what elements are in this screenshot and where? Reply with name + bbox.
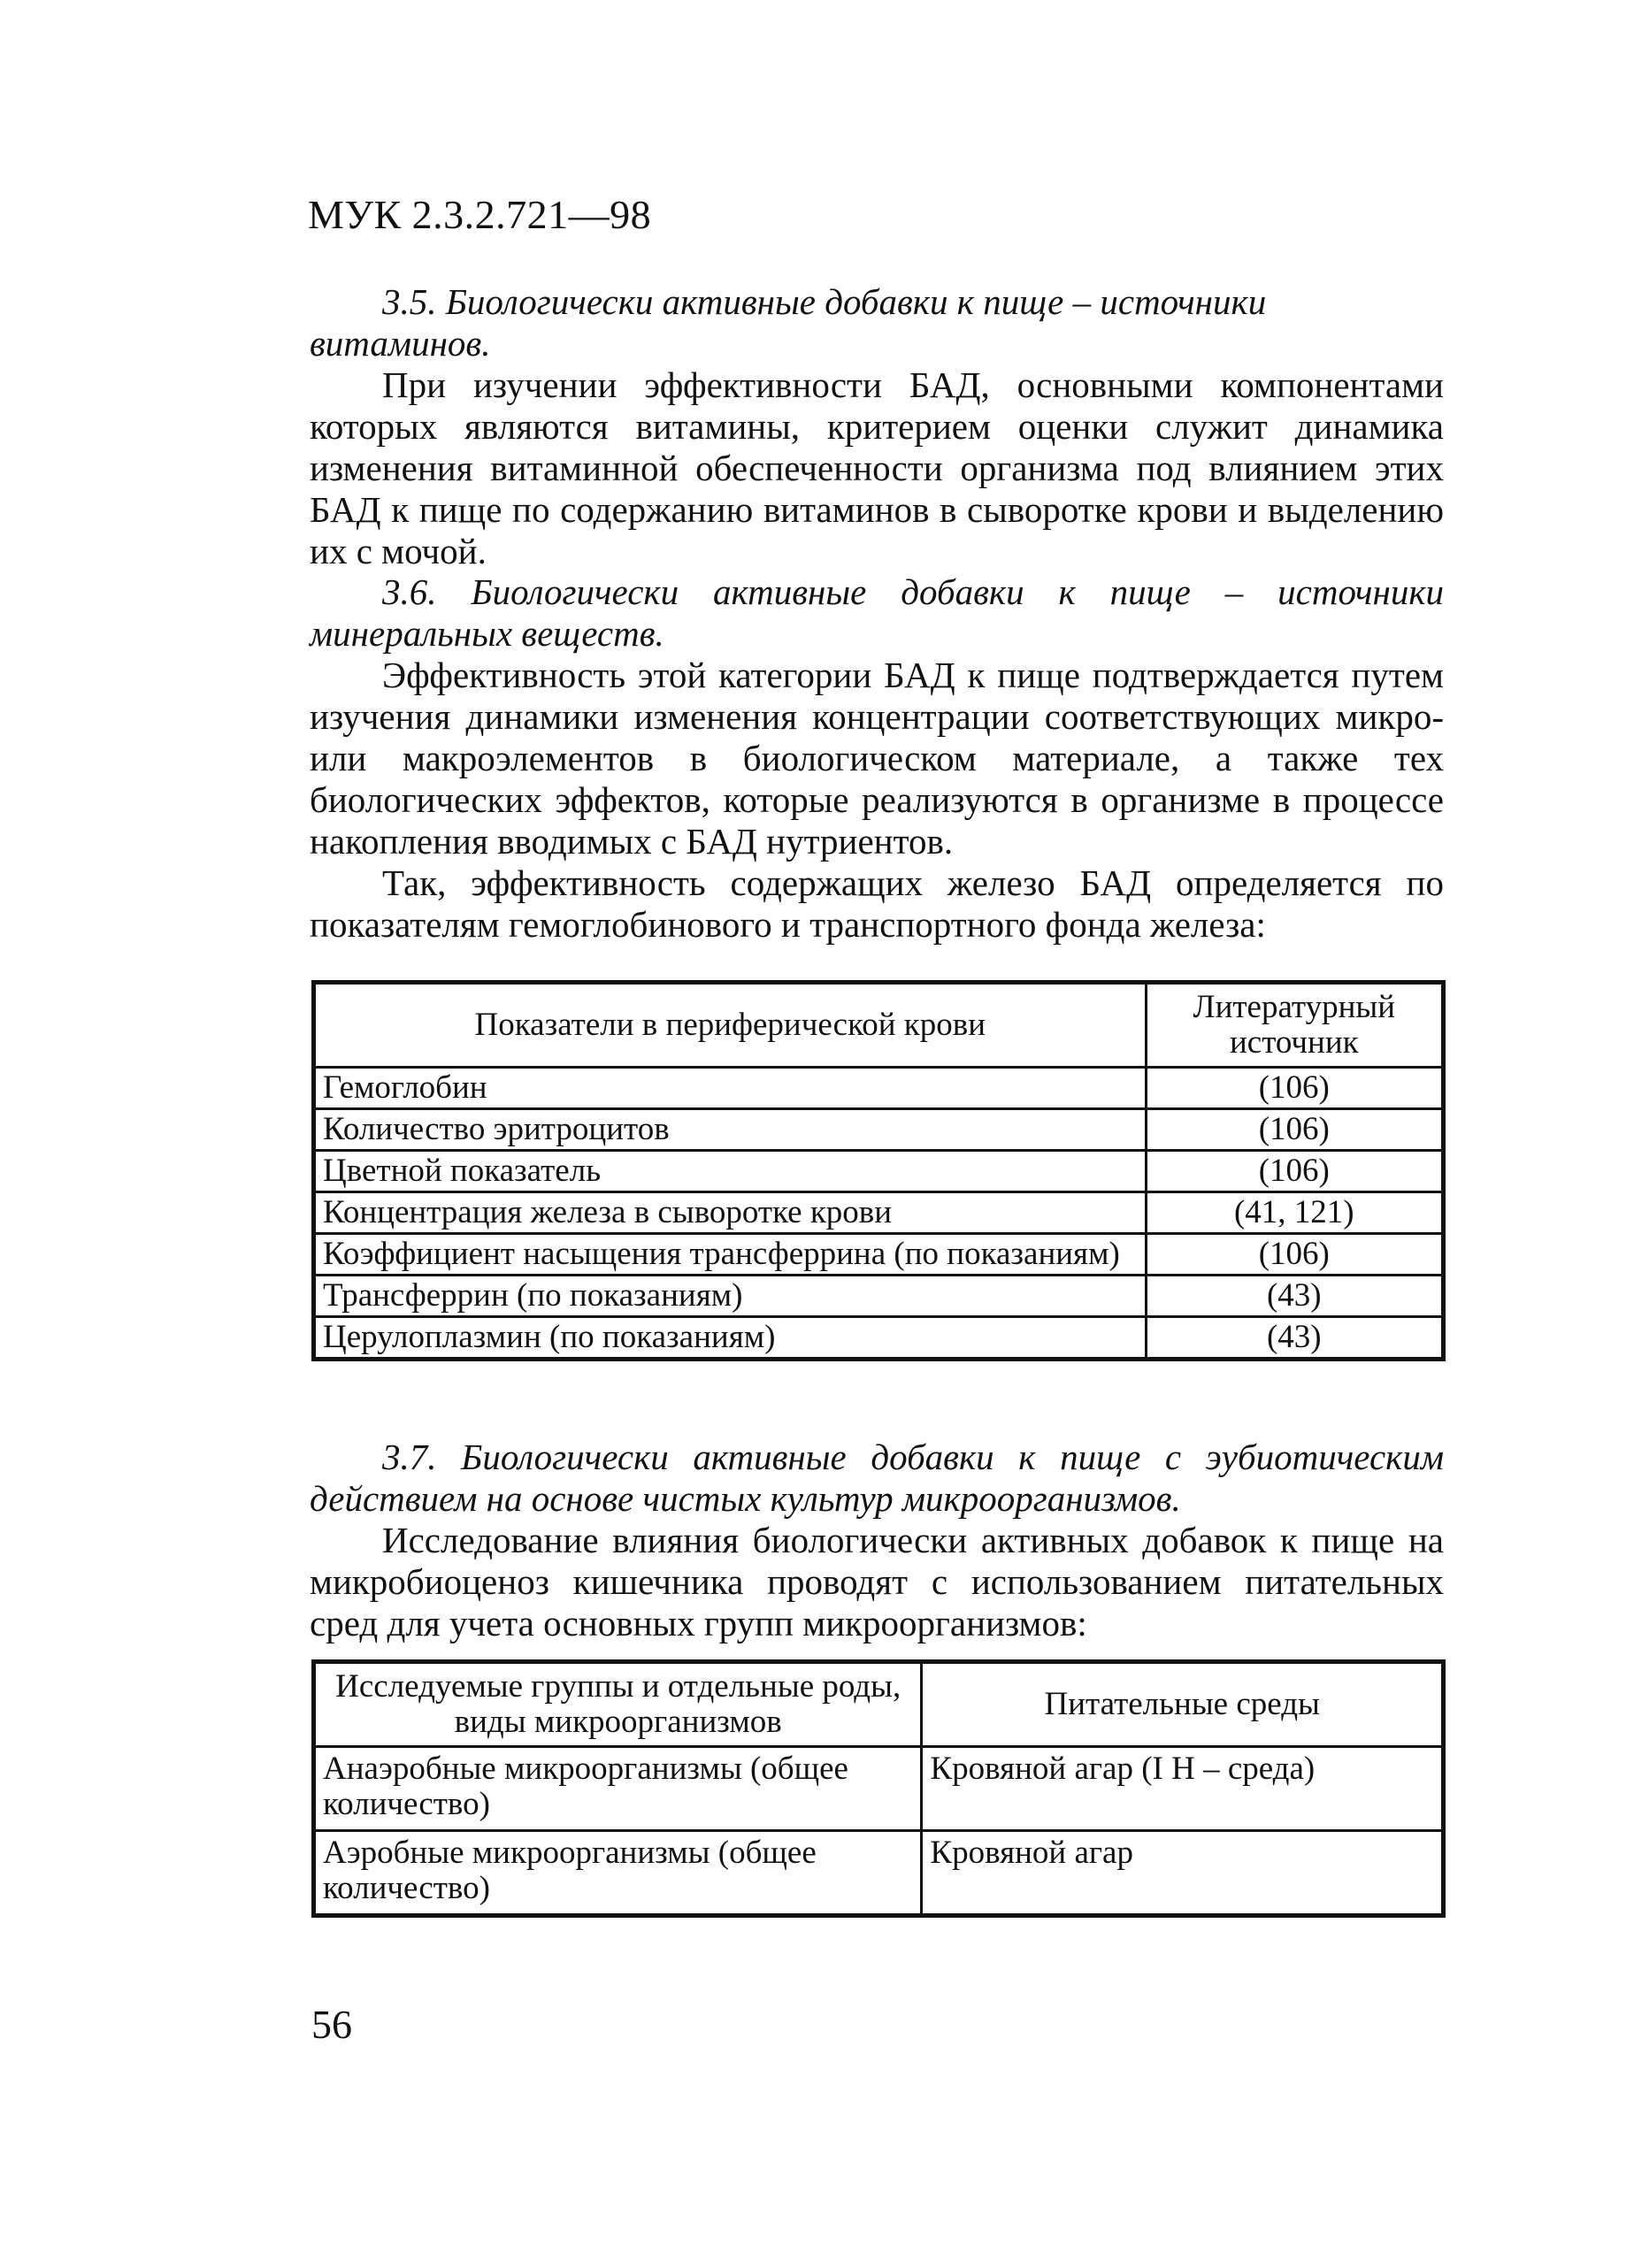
section-3-7-heading: 3.7. Биологически активные добавки к пище с эубиотическим действием на основе чистых культур микроорганизмов. <box>310 1437 1444 1519</box>
indicator-cell: Гемоглобин <box>314 1068 1147 1109</box>
table-header-row <box>314 1662 1444 1747</box>
source-cell: (106) <box>1146 1068 1443 1109</box>
section-3-6-paragraph-2: Так, эффективность содержащих железо БАД определяется по показателям гемоглобинового и транспортного фонда железа: <box>310 862 1444 945</box>
table-header-row <box>314 983 1444 1068</box>
table-row <box>314 1317 1444 1360</box>
section-3-6-heading: 3.6. Биологически активные добавки к пище – источники минеральных веществ. <box>310 571 1444 654</box>
nutrient-media-table <box>311 1659 1446 1918</box>
source-cell: (43) <box>1146 1276 1443 1317</box>
table-row <box>314 1276 1444 1317</box>
medium-cell: Кровяной агар <box>922 1831 1444 1916</box>
column-header-source: Литературный источник <box>1146 983 1443 1068</box>
section-3-5-paragraph: При изучении эффективности БАД, основными компонентами которых являются витамины, критерием оценки служит динамика изменения витаминной обеспеченности организма под влиянием этих БАД к пище по содержанию витаминов в сыворотке крови и выделению их с мочой. <box>310 364 1444 571</box>
source-cell: (106) <box>1146 1151 1443 1192</box>
source-cell: (106) <box>1146 1109 1443 1151</box>
table-row <box>314 1831 1444 1916</box>
section-3-6 <box>310 571 1444 946</box>
indicator-cell: Коэффициент насыщения трансферрина (по показаниям) <box>314 1234 1147 1276</box>
indicator-cell: Концентрация железа в сыворотке крови <box>314 1192 1147 1234</box>
table-row <box>314 1747 1444 1831</box>
section-3-5-heading: 3.5. Биологически активные добавки к пище – источники витаминов. <box>310 281 1267 364</box>
medium-cell: Кровяной агар (I H – среда) <box>922 1747 1444 1831</box>
table-row <box>314 1151 1444 1192</box>
section-3-7 <box>310 1437 1444 1644</box>
indicator-cell: Количество эритроцитов <box>314 1109 1147 1151</box>
group-cell: Аэробные микроорганизмы (общее количество) <box>314 1831 922 1916</box>
source-cell: (43) <box>1146 1317 1443 1360</box>
section-3-7-paragraph: Исследование влияния биологически активных добавок к пище на микробиоценоз кишечника проводят с использованием питательных сред для учета основных групп микроорганизмов: <box>310 1520 1444 1644</box>
document-code-header: МУК 2.3.2.721—98 <box>308 192 652 237</box>
source-cell: (106) <box>1146 1234 1443 1276</box>
table-row <box>314 1192 1444 1234</box>
page-number: 56 <box>311 2002 352 2047</box>
section-3-5 <box>310 281 1444 572</box>
table-row <box>314 1234 1444 1276</box>
table-row <box>314 1068 1444 1109</box>
column-header-indicators: Показатели в периферической крови <box>314 983 1147 1068</box>
source-cell: (41, 121) <box>1146 1192 1443 1234</box>
iron-indicators-table <box>311 980 1446 1361</box>
indicator-cell: Церулоплазмин (по показаниям) <box>314 1317 1147 1360</box>
section-3-6-paragraph-1: Эффективность этой категории БАД к пище подтверждается путем изучения динамики изменения концентрации соответствующих микро- или макроэлементов в биологическом материале, а также тех биологических эффектов, которые реализуются в организме в процессе накопления вводимых с БАД нутриентов. <box>310 655 1444 862</box>
table-row <box>314 1109 1444 1151</box>
column-header-groups: Исследуемые группы и отдельные роды, виды микроорганизмов <box>314 1662 922 1747</box>
indicator-cell: Трансферрин (по показаниям) <box>314 1276 1147 1317</box>
column-header-media: Питательные среды <box>922 1662 1444 1747</box>
indicator-cell: Цветной показатель <box>314 1151 1147 1192</box>
group-cell: Анаэробные микроорганизмы (общее количество) <box>314 1747 922 1831</box>
